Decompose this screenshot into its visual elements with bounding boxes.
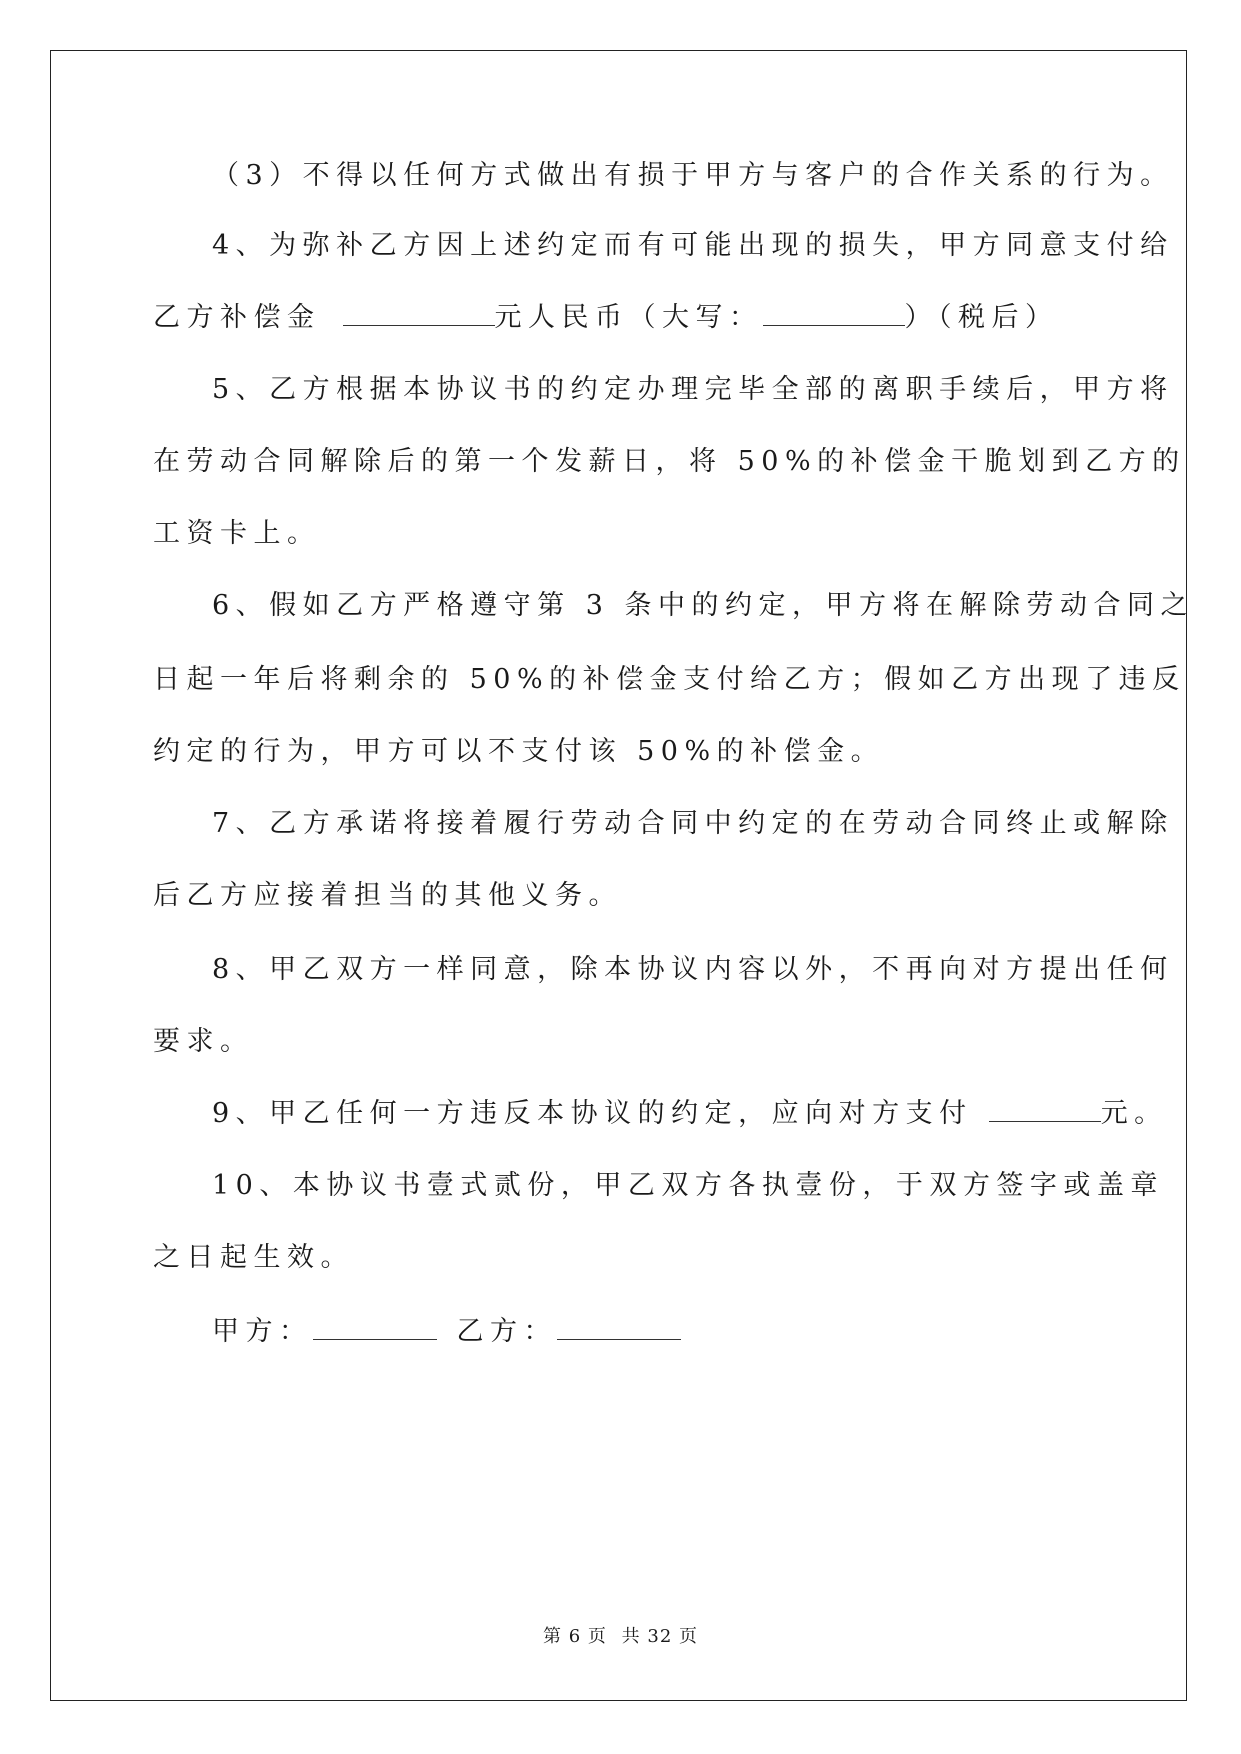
compensation-label: 乙方补偿金 [153,302,321,333]
clause-6-line-2: 日起一年后将剩余的 50%的补偿金支付给乙方；假如乙方出现了违反 [153,664,1186,695]
clause-8-line-1: 8、甲乙双方一样同意，除本协议内容以外，不再向对方提出任何 [212,954,1174,985]
party-a-signature-blank [313,1315,437,1340]
uppercase-amount-blank [763,301,905,326]
rmb-uppercase-label: 元人民币（大写： [494,302,763,333]
page-total: 共 32 页 [621,1626,698,1647]
page-border [50,50,1195,1701]
clause-10-line-2: 之日起生效。 [153,1242,354,1273]
page-footer [0,1622,1241,1648]
clause-7-line-2: 后乙方应接着担当的其他义务。 [153,880,622,911]
page-number: 第 6 页 [543,1626,607,1647]
compensation-amount-blank [343,301,495,326]
signature-line [212,1314,1152,1350]
clause-4-line-1: 4、为弥补乙方因上述约定而有可能出现的损失，甲方同意支付给 [212,230,1174,261]
party-b-signature-blank [557,1315,681,1340]
penalty-label: 9、甲乙任何一方违反本协议的约定，应向对方支付 [212,1098,973,1129]
clause-10-line-1: 10、本协议书壹式贰份，甲乙双方各执壹份，于双方签字或盖章 [212,1170,1164,1201]
clause-5-line-3: 工资卡上。 [153,518,321,549]
clause-5-line-2: 在劳动合同解除后的第一个发薪日，将 50%的补偿金干脆划到乙方的 [153,446,1186,477]
clause-9 [212,1096,1168,1132]
clause-8-line-2: 要求。 [153,1026,254,1057]
party-b-label: 乙方： [456,1316,557,1347]
clause-6-line-3: 约定的行为，甲方可以不支付该 50%的补偿金。 [153,736,885,767]
yuan-suffix: 元。 [1100,1098,1168,1129]
party-a-label: 甲方： [212,1316,313,1347]
penalty-amount-blank [989,1097,1101,1122]
clause-7-line-1: 7、乙方承诺将接着履行劳动合同中约定的在劳动合同终止或解除 [212,808,1174,839]
clause-4-line-2 [153,300,1093,336]
clause-3-3: （3）不得以任何方式做出有损于甲方与客户的合作关系的行为。 [212,160,1174,191]
clause-5-line-1: 5、乙方根据本协议书的约定办理完毕全部的离职手续后，甲方将 [212,374,1174,405]
after-tax-label: ）（税后） [904,302,1059,333]
clause-6-line-1: 6、假如乙方严格遵守第 3 条中的约定，甲方将在解除劳动合同之 [212,590,1195,621]
